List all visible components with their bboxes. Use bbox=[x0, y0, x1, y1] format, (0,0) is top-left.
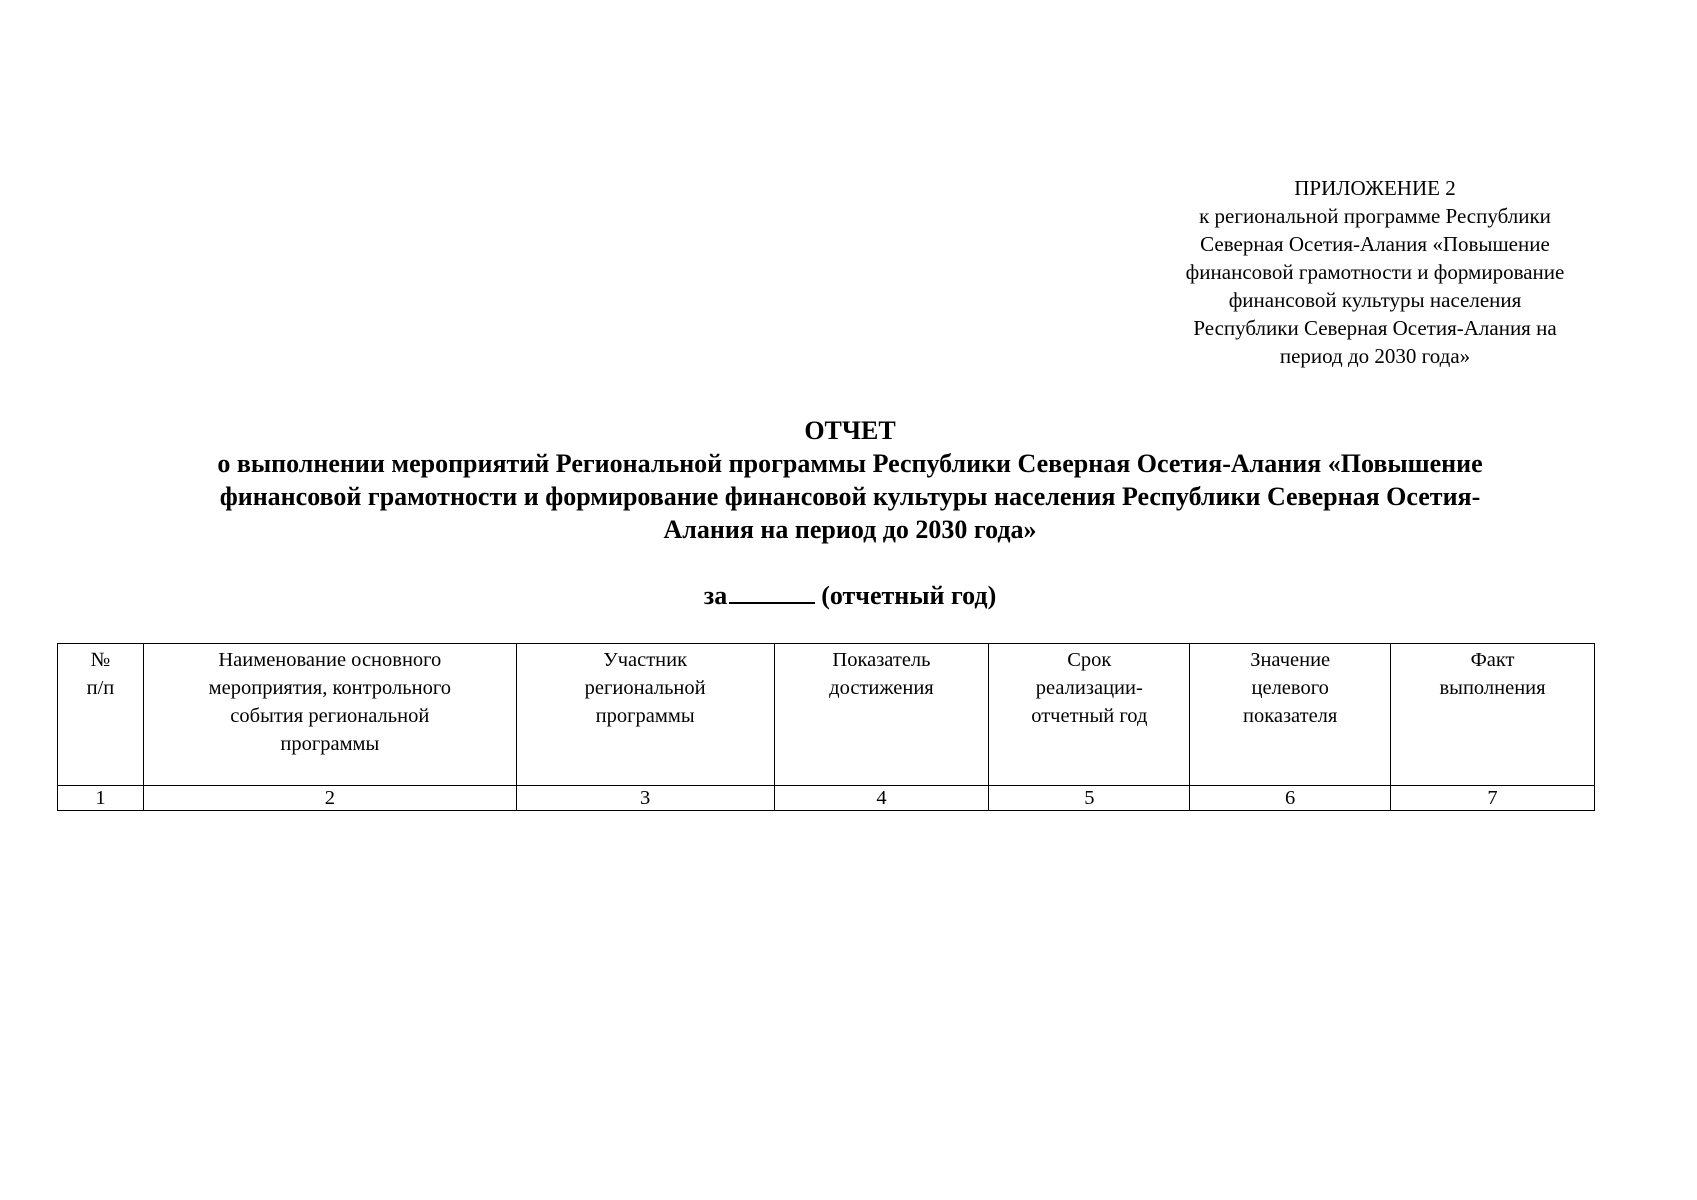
column-number-cell: 6 bbox=[1190, 786, 1391, 811]
appendix-line: Северная Осетия-Алания «Повышение bbox=[1200, 232, 1550, 256]
reporting-period bbox=[100, 578, 1600, 612]
header-cell-participant: Участник региональной программы bbox=[516, 644, 774, 786]
report-title bbox=[100, 414, 1600, 546]
report-table bbox=[57, 643, 1595, 811]
appendix-line: Республики Северная Осетия-Алания на bbox=[1193, 316, 1557, 340]
table-header-row bbox=[58, 644, 1595, 786]
table-number-row bbox=[58, 786, 1595, 811]
year-blank-field bbox=[729, 578, 815, 604]
column-number-cell: 3 bbox=[516, 786, 774, 811]
column-number-cell: 2 bbox=[143, 786, 516, 811]
appendix-title: ПРИЛОЖЕНИЕ 2 bbox=[1294, 176, 1456, 200]
column-number-cell: 5 bbox=[989, 786, 1190, 811]
appendix-line: финансовой культуры населения bbox=[1228, 288, 1522, 312]
report-subtitle-line: о выполнении мероприятий Региональной программы Республики Северная Осетия-Алания «Повышение bbox=[217, 449, 1483, 478]
appendix-line: финансовой грамотности и формирование bbox=[1185, 260, 1565, 284]
appendix-line: период до 2030 года» bbox=[1279, 344, 1471, 368]
header-cell-deadline: Срок реализации- отчетный год bbox=[989, 644, 1190, 786]
period-suffix: (отчетный год) bbox=[821, 581, 997, 610]
column-number-cell: 7 bbox=[1391, 786, 1595, 811]
column-number-cell: 4 bbox=[774, 786, 989, 811]
header-cell-indicator: Показатель достижения bbox=[774, 644, 989, 786]
report-subtitle-line: финансовой грамотности и формирование финансовой культуры населения Республики Северная Осетия- bbox=[219, 482, 1481, 511]
appendix-line: к региональной программе Республики bbox=[1199, 204, 1551, 228]
header-cell-number: № п/п bbox=[58, 644, 144, 786]
appendix-note bbox=[1140, 174, 1610, 370]
report-heading: ОТЧЕТ bbox=[804, 416, 896, 445]
period-prefix: за bbox=[703, 581, 728, 610]
report-subtitle-line: Алания на период до 2030 года» bbox=[663, 515, 1037, 544]
header-cell-actual: Факт выполнения bbox=[1391, 644, 1595, 786]
column-number-cell: 1 bbox=[58, 786, 144, 811]
header-cell-event-name: Наименование основного мероприятия, контрольного события региональной программы bbox=[143, 644, 516, 786]
header-cell-target-value: Значение целевого показателя bbox=[1190, 644, 1391, 786]
